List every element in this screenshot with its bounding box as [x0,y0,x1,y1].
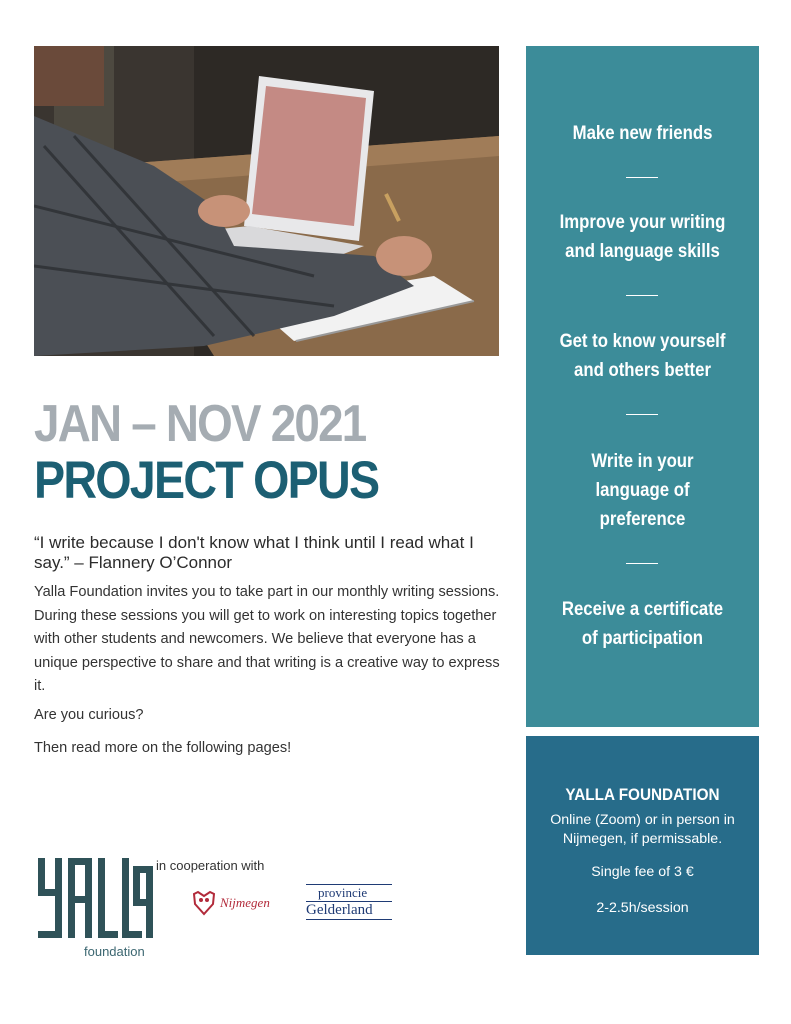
logo-subtitle: foundation [84,944,145,959]
divider [626,414,658,415]
date-range: JAN – NOV 2021 [34,395,366,453]
benefits-panel [526,46,759,727]
intro-paragraph: Yalla Foundation invites you to take part in our monthly writing sessions. During these sessions you will get to work on interesting topics together with other students and newcomers. We believe that everyone has a unique perspective to share and that writing is a creative way to express it. [34,584,500,694]
info-fee: Single fee of 3 € [591,864,694,880]
info-title: YALLA FOUNDATION [565,785,720,804]
cta-text: Then read more on the following pages! [34,740,292,756]
benefit-item: Make new friends [572,122,713,144]
header-photo [34,46,499,356]
laptop-writing-photo-icon [34,46,499,356]
page-title: PROJECT OPUS [34,451,379,510]
divider [626,295,658,296]
info-panel [526,736,759,955]
info-location: Online (Zoom) or in person in Nijmegen, if permissable. [550,812,735,847]
nijmegen-logo [192,890,270,916]
gelderland-logo [306,884,392,920]
cooperation-text: in cooperation with [156,858,265,873]
info-duration: 2-2.5h/session [596,900,689,916]
benefit-item: Improve your writing and language skills [559,211,726,262]
quote: “I write because I don't know what I think until I read what I say.” – Flannery O’Connor [34,533,474,572]
divider [626,177,658,178]
gelderland-bottom-label: Gelderland [306,901,392,920]
benefit-item: Receive a certificate of participation [561,598,724,649]
nijmegen-label: Nijmegen [220,895,270,910]
gelderland-top-label: provincie [306,884,392,901]
question-text: Are you curious? [34,707,144,723]
divider [626,563,658,564]
lion-crest-icon [192,890,216,916]
benefit-item: Get to know yourself and others better [559,330,726,381]
benefit-item: Write in your language of preference [591,450,694,530]
